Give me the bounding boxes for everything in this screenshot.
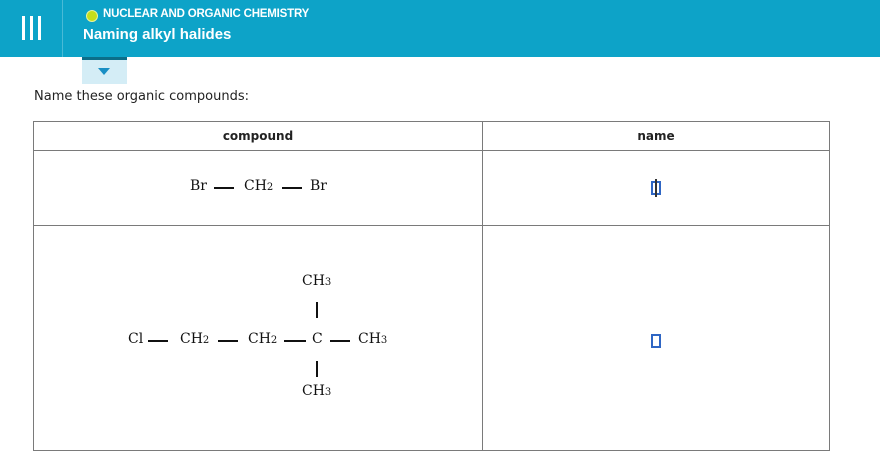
topic-label: NUCLEAR AND ORGANIC CHEMISTRY [103, 8, 310, 20]
compound-cell [34, 151, 483, 226]
table-header-row [34, 122, 830, 151]
atom-label: CH 2 [244, 178, 274, 194]
bond-line [330, 340, 350, 342]
atom-label: CH 2 [248, 331, 278, 347]
answer-input[interactable] [651, 334, 661, 348]
atom-label: CH 3 [302, 273, 332, 289]
structural-formula [34, 151, 482, 225]
bond-line [316, 361, 318, 377]
bond-line [148, 340, 168, 342]
page-title: Naming alkyl halides [83, 26, 232, 43]
atom-label: Br [310, 178, 327, 194]
atom-label: CH 3 [302, 383, 332, 399]
column-header-name: name [483, 122, 830, 151]
top-bar [0, 0, 880, 57]
table-row [34, 151, 830, 226]
bond-line [284, 340, 306, 342]
topic-status-dot [86, 10, 98, 22]
menu-icon[interactable] [22, 16, 42, 40]
compound-cell [34, 226, 483, 451]
table-row [34, 226, 830, 451]
compounds-table [33, 121, 830, 451]
bond-line [214, 187, 234, 189]
bond-line [316, 302, 318, 318]
chevron-down-icon [98, 68, 110, 75]
atom-label: Br [190, 178, 207, 194]
atom-label: C [312, 331, 323, 347]
bond-line [218, 340, 238, 342]
question-prompt: Name these organic compounds: [34, 89, 249, 104]
atom-label: CH 2 [180, 331, 210, 347]
atom-label: Cl [128, 331, 144, 347]
column-header-compound: compound [34, 122, 483, 151]
answer-cell [483, 226, 830, 451]
structural-formula [34, 226, 482, 450]
expand-toggle-button[interactable] [82, 57, 127, 84]
answer-input[interactable] [651, 181, 661, 195]
answer-cell [483, 151, 830, 226]
atom-label: CH 3 [358, 331, 388, 347]
header-divider [62, 0, 63, 57]
bond-line [282, 187, 302, 189]
